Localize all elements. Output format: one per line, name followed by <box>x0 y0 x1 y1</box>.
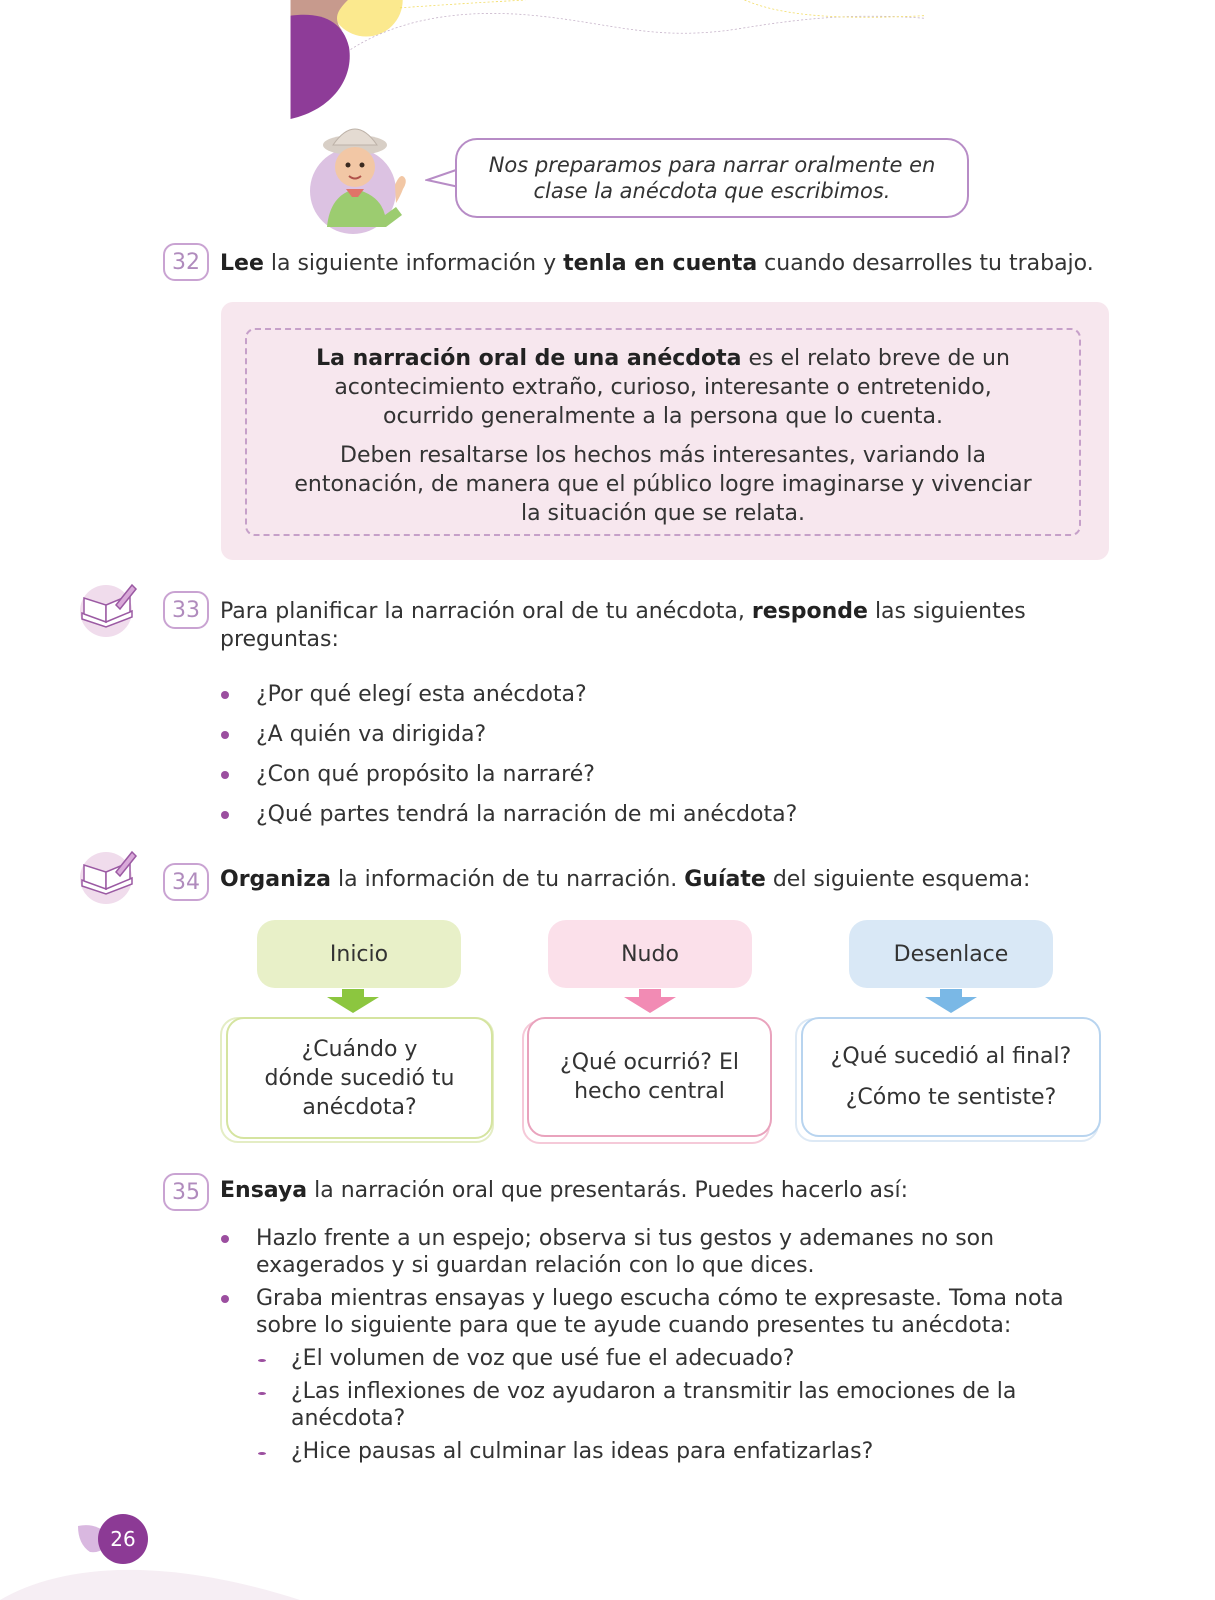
q34-bold-organiza: Organiza <box>220 867 331 892</box>
question-35-sublist <box>256 1345 1091 1465</box>
list-item-text: Graba mientras ensayas y luego escucha cómo te expresaste. Toma nota sobre lo siguiente para que te ayude cuando presentes tu anécdota: <box>256 1286 1064 1338</box>
question-number-33: 33 <box>163 591 209 629</box>
scheme-label-nudo: Nudo <box>548 920 752 988</box>
scheme-card-inicio <box>226 1017 493 1139</box>
q34-text-1: la información de tu narración. <box>331 867 685 892</box>
boy-character-illustration <box>300 115 430 235</box>
book-writing-icon <box>76 848 138 904</box>
card-line: dónde sucedió tu <box>264 1065 455 1091</box>
sublist-item: ¿Hice pausas al culminar las ideas para enfatizarlas? <box>256 1438 1091 1465</box>
q34-text-2: del siguiente esquema: <box>765 867 1031 892</box>
q32-bold-tenla: tenla en cuenta <box>563 251 758 276</box>
card-line: ¿Qué sucedió al final? <box>830 1044 1072 1069</box>
list-item: ¿Con qué propósito la narraré? <box>221 761 1081 788</box>
arrow-down-icon <box>624 989 676 1013</box>
question-33-list <box>221 681 1081 828</box>
speech-bubble <box>455 138 969 218</box>
q33-text-2: las siguientes preguntas: <box>220 599 1026 652</box>
card-line: ¿Cuándo y <box>301 1036 418 1062</box>
q33-bold-responde: responde <box>751 599 868 624</box>
list-item: ¿Por qué elegí esta anécdota? <box>221 681 1081 708</box>
scheme-label-inicio: Inicio <box>257 920 461 988</box>
question-number-34: 34 <box>163 863 209 901</box>
q35-text-1: la narración oral que presentarás. Puedes hacerlo así: <box>307 1178 908 1203</box>
card-line: ¿Cómo te sentiste? <box>845 1085 1057 1110</box>
question-32-instruction <box>220 250 1094 278</box>
card-line: hecho central <box>574 1079 725 1104</box>
info-paragraph-2: Deben resaltarse los hechos más interesantes, variando la entonación, de manera que el público logre imaginarse y vivenciar la situación que se relata. <box>294 443 1032 526</box>
q32-text-1: la siguiente información y <box>263 251 564 276</box>
question-number-32: 32 <box>163 243 209 281</box>
sublist-item: ¿Las inflexiones de voz ayudaron a transmitir las emociones de la anécdota? <box>256 1378 1091 1432</box>
list-item: ¿A quién va dirigida? <box>221 721 1081 748</box>
scheme-label-desenlace: Desenlace <box>849 920 1053 988</box>
list-item: Hazlo frente a un espejo; observa si tus gestos y ademanes no son exagerados y si guardan relación con lo que dices. <box>221 1225 1091 1279</box>
corner-decoration <box>0 0 1215 120</box>
page-number: 26 <box>98 1514 148 1564</box>
info-definition-term: La narración oral de una anécdota <box>316 346 742 371</box>
question-34-instruction <box>220 866 1030 894</box>
question-33-instruction <box>220 598 1100 654</box>
speech-line-1: Nos preparamos para narrar oralmente en <box>488 153 936 177</box>
card-line: ¿Qué ocurrió? El <box>560 1050 739 1075</box>
sublist-item: ¿El volumen de voz que usé fue el adecuado? <box>256 1345 1091 1372</box>
card-line: anécdota? <box>302 1094 417 1120</box>
q32-bold-lee: Lee <box>220 251 264 276</box>
q34-bold-guiate: Guíate <box>684 867 766 892</box>
question-35-instruction <box>220 1177 908 1205</box>
q35-bold-ensaya: Ensaya <box>220 1178 308 1203</box>
question-35-list <box>221 1225 1091 1465</box>
arrow-down-icon <box>327 989 379 1013</box>
list-item <box>221 1285 1091 1465</box>
info-definition-text: es el relato breve de un acontecimiento extraño, curioso, interesante o entretenido, ocurrido generalmente a la persona que lo cuenta. <box>334 346 1010 429</box>
info-box-dashed-frame <box>245 328 1081 536</box>
info-paragraph-1 <box>287 344 1039 431</box>
scheme-card-nudo <box>527 1017 772 1137</box>
q33-text-1: Para planificar la narración oral de tu anécdota, <box>220 599 752 624</box>
info-box <box>221 302 1109 560</box>
scheme-card-desenlace <box>801 1017 1101 1137</box>
speech-line-2: clase la anécdota que escribimos. <box>533 179 891 203</box>
arrow-down-icon <box>925 989 977 1013</box>
list-item: ¿Qué partes tendrá la narración de mi anécdota? <box>221 801 1081 828</box>
book-writing-icon <box>76 581 138 637</box>
bottom-decoration <box>0 1555 300 1600</box>
q32-text-2: cuando desarrolles tu trabajo. <box>757 251 1094 276</box>
question-number-35: 35 <box>163 1173 209 1211</box>
